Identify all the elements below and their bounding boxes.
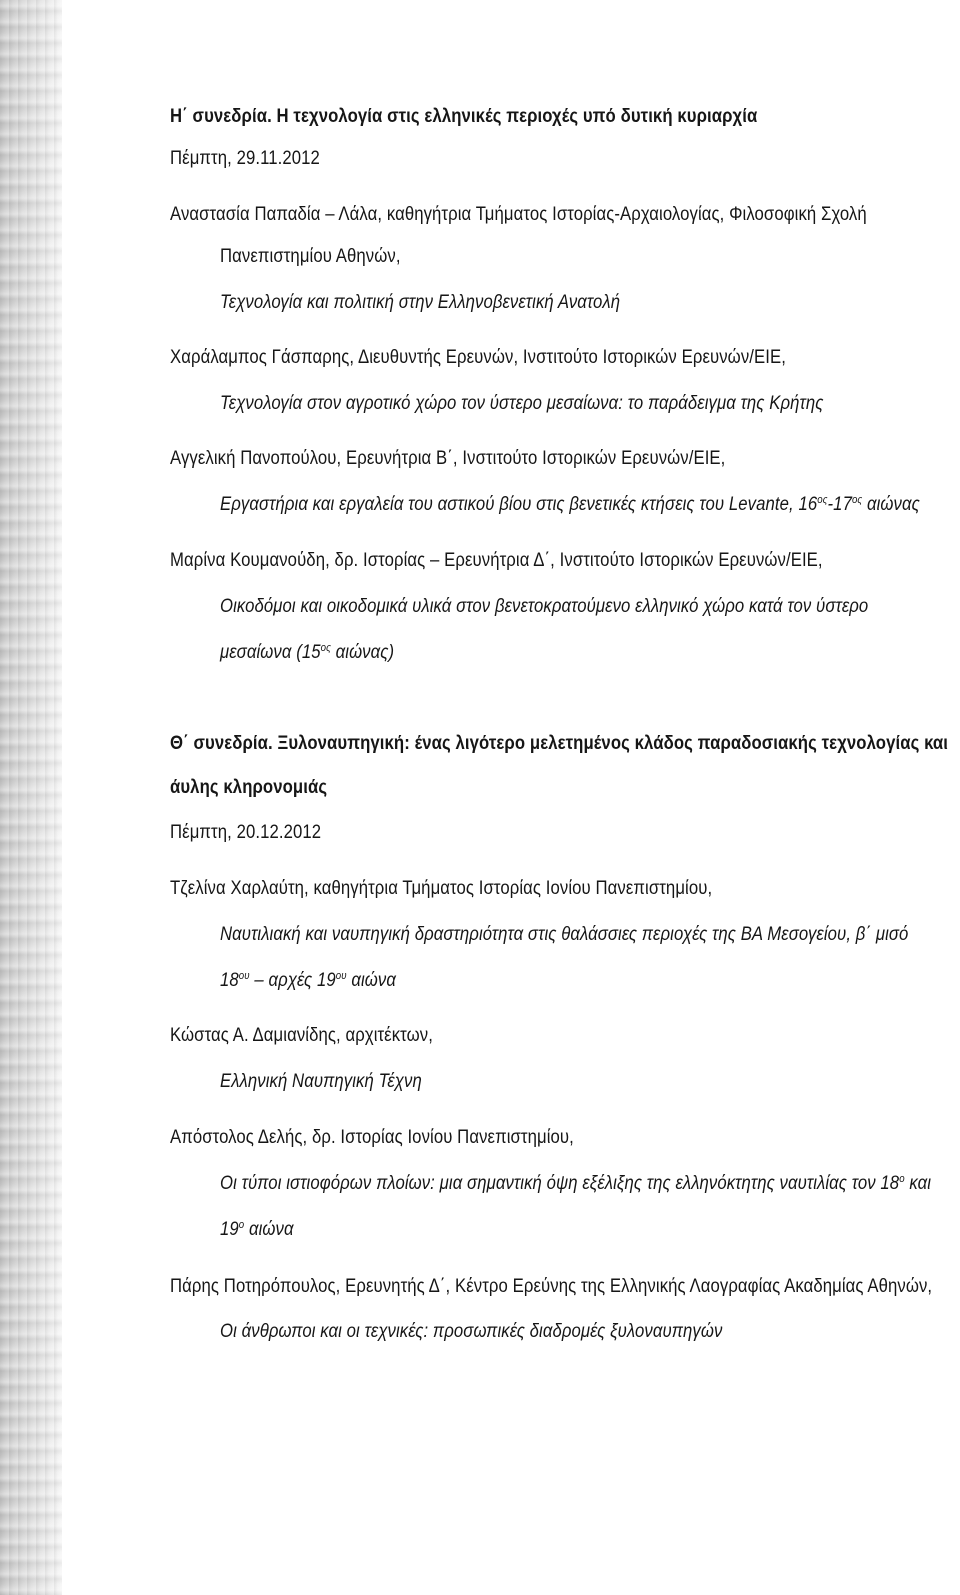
talk-5-speaker: Τζελίνα Χαρλαύτη, καθηγήτρια Τμήματος Ιστορίας Ιονίου Πανεπιστημίου, <box>170 878 713 899</box>
talk-1-speaker-cont: Πανεπιστημίου Αθηνών, <box>220 246 401 267</box>
talk-6-speaker: Κώστας Α. Δαμιανίδης, αρχιτέκτων, <box>170 1025 433 1046</box>
talk-8-title: Οι άνθρωποι και οι τεχνικές: προσωπικές διαδρομές ξυλοναυπηγών <box>220 1321 723 1342</box>
talk-7-speaker: Απόστολος Δελής, δρ. Ιστορίας Ιονίου Πανεπιστημίου, <box>170 1127 574 1148</box>
talk-1-speaker: Αναστασία Παπαδία – Λάλα, καθηγήτρια Τμήματος Ιστορίας-Αρχαιολογίας, Φιλοσοφική Σχολή <box>170 204 867 225</box>
talk-3-speaker: Αγγελική Πανοπούλου, Ερευνήτρια Β΄, Ινστιτούτο Ιστορικών Ερευνών/ΕΙΕ, <box>170 448 726 469</box>
talk-3-title: Εργαστήρια και εργαλεία του αστικού βίου στις βενετικές κτήσεις του Levante, $16^{o\varsigma}-17^{o\varsigma}$ αιώνας <box>220 494 920 515</box>
session-h-date: Πέμπτη, 29.11.2012 <box>170 148 320 169</box>
talk-2-title: Τεχνολογία στον αγροτικό χώρο τον ύστερο μεσαίωνα: το παράδειγμα της Κρήτης <box>220 393 824 414</box>
talk-2-speaker: Χαράλαμπος Γάσπαρης, Διευθυντής Ερευνών, Ινστιτούτο Ιστορικών Ερευνών/ΕΙΕ, <box>170 347 786 368</box>
session-th-date: Πέμπτη, 20.12.2012 <box>170 822 322 843</box>
talk-8-speaker: Πάρης Ποτηρόπουλος, Ερευνητής Δ΄, Κέντρο Ερεύνης της Ελληνικής Λαογραφίας Ακαδημίας Αθηνών, <box>170 1276 933 1297</box>
talk-7-title-line1: Οι τύποι ιστιοφόρων πλοίων: μια σημαντική όψη εξέλιξης της ελληνόκτητης ναυτιλίας τον $18^o$ και <box>220 1173 932 1194</box>
talk-4-title-line2: μεσαίωνα ($15^{o\varsigma}$ αιώνας) <box>220 642 395 663</box>
talk-4-speaker: Μαρίνα Κουμανούδη, δρ. Ιστορίας – Ερευνήτρια Δ΄, Ινστιτούτο Ιστορικών Ερευνών/ΕΙΕ, <box>170 550 823 571</box>
talk-5-title-line1: Ναυτιλιακή και ναυπηγική δραστηριότητα στις θαλάσσιες περιοχές της ΒΑ Μεσογείου, β΄ μισό <box>220 924 909 945</box>
session-h-title: Η΄ συνεδρία. Η τεχνολογία στις ελληνικές περιοχές υπό δυτική κυριαρχία <box>170 106 758 127</box>
talk-6-title: Ελληνική Ναυπηγική Τέχνη <box>220 1071 422 1092</box>
session-th-title-line2: άυλης κληρονομιάς <box>170 777 328 798</box>
talk-7-title-line2: $19^o$ αιώνα <box>220 1219 294 1240</box>
session-th-title-line1: Θ΄ συνεδρία. Ξυλοναυπηγική: ένας λιγότερο μελετημένος κλάδος παραδοσιακής τεχνολογίας και <box>170 733 949 754</box>
talk-4-title-line1: Οικοδόμοι και οικοδομικά υλικά στον βενετοκρατούμενο ελληνικό χώρο κατά τον ύστερο <box>220 596 869 617</box>
talk-1-title: Τεχνολογία και πολιτική στην Ελληνοβενετική Ανατολή <box>220 292 621 313</box>
talk-5-title-line2: $18^{o\upsilon}$ – αρχές $19^{o\upsilon}$ αιώνα <box>220 970 396 991</box>
